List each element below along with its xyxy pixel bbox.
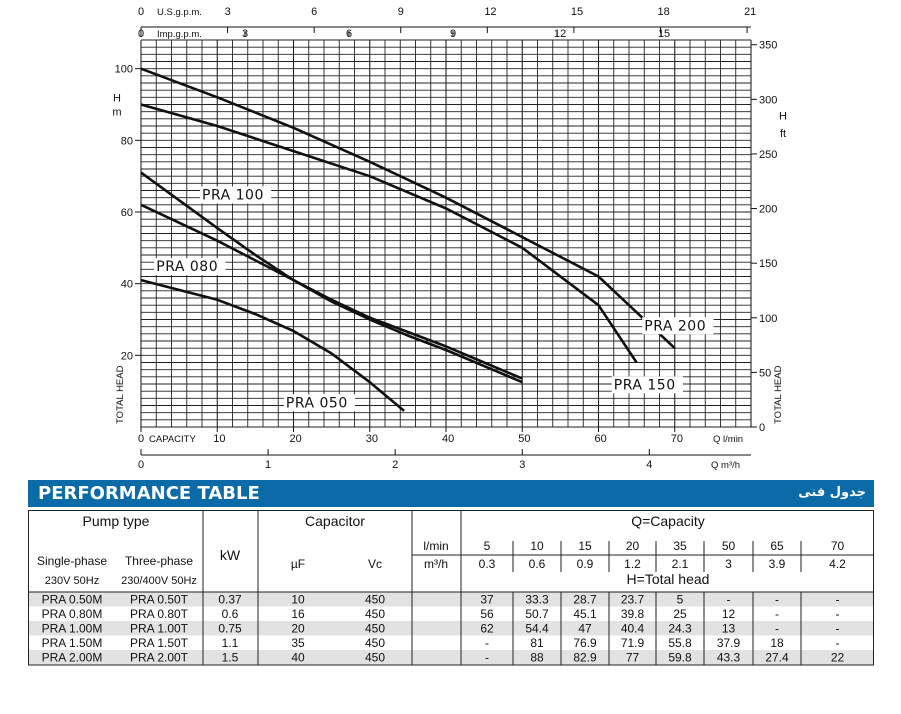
three-phase-sub: 230/400V 50Hz bbox=[121, 575, 197, 587]
flow-m3h-header: 3 bbox=[725, 557, 732, 571]
table-cell-vc: 450 bbox=[364, 592, 386, 607]
table-cell-head: - bbox=[485, 650, 489, 665]
us-gpm-axis-label: U.S.g.p.m. bbox=[157, 7, 202, 18]
capacity-axis-label: CAPACITY bbox=[149, 434, 196, 445]
performance-table-header bbox=[28, 480, 874, 507]
head-m-tick-label: 20 bbox=[120, 350, 133, 363]
head-m-tick-label: 80 bbox=[120, 135, 133, 148]
lmin-tick-label: 0 bbox=[137, 433, 145, 445]
m3h-header: m³/h bbox=[424, 557, 448, 571]
table-cell-kw: 0.75 bbox=[218, 621, 242, 636]
table-cell-head: 50.7 bbox=[525, 607, 549, 621]
us-gpm-tick-label: 6 bbox=[311, 6, 318, 18]
series-label-pra-200: PRA 200 bbox=[644, 318, 707, 335]
head-m-tick-label: 100 bbox=[114, 63, 133, 76]
series-labels bbox=[154, 186, 713, 411]
capacitor-header: Capacitor bbox=[305, 513, 365, 529]
flow-lmin-header: 20 bbox=[625, 539, 640, 553]
table-cell-single: PRA 0.80M bbox=[41, 607, 103, 621]
chart-grid bbox=[141, 40, 751, 427]
table-cell-head: - bbox=[835, 636, 840, 650]
single-phase-header: Single-phase bbox=[36, 554, 108, 568]
single-phase-sub: 230V 50Hz bbox=[44, 575, 100, 587]
table-cell-uf: 35 bbox=[291, 636, 305, 650]
table-cell-single: PRA 0.50M bbox=[41, 592, 103, 607]
table-cell-head: 39.8 bbox=[620, 607, 645, 621]
flow-m3h-header: 2.1 bbox=[671, 557, 689, 571]
head-ft-tick-label: 350 bbox=[759, 39, 778, 52]
table-cell-kw: 1.5 bbox=[221, 650, 239, 665]
lmin-tick-label: 40 bbox=[442, 433, 455, 445]
imp-gpm-tick-label: 3 bbox=[241, 28, 249, 40]
m3h-tick-label: 4 bbox=[646, 459, 653, 471]
table-cell-uf: 40 bbox=[291, 650, 305, 665]
q-capacity-header: Q=Capacity bbox=[631, 513, 705, 529]
table-cell-kw: 0.6 bbox=[221, 607, 239, 621]
table-cell-head: 56 bbox=[480, 607, 494, 621]
flow-lmin-header: 5 bbox=[483, 539, 491, 553]
head-m-unit-bottom: m bbox=[112, 106, 122, 119]
table-cell-head: 5 bbox=[676, 592, 684, 607]
table-cell-single: PRA 1.50M bbox=[41, 636, 103, 650]
total-head-right-label: TOTAL HEAD bbox=[773, 365, 784, 424]
head-ft-tick-label: 50 bbox=[759, 367, 772, 380]
chart-series bbox=[141, 69, 675, 411]
table-cell-head: 45.1 bbox=[573, 607, 597, 621]
table-cell-three: PRA 1.00T bbox=[129, 621, 189, 636]
m3h-tick-label: 1 bbox=[265, 459, 272, 471]
total-head-left-label: TOTAL HEAD bbox=[115, 365, 126, 424]
head-ft-unit-top: H bbox=[779, 110, 787, 123]
table-cell-head: 88 bbox=[530, 650, 544, 665]
imp-gpm-tick-label: 0 bbox=[137, 28, 145, 40]
table-cell-vc: 450 bbox=[364, 650, 386, 665]
m3h-unit-label: Q m³/h bbox=[711, 460, 741, 471]
table-cell-head: 24.3 bbox=[668, 621, 692, 636]
imp-gpm-tick-label: 12 bbox=[553, 28, 567, 40]
table-cell-head: 76.9 bbox=[573, 636, 597, 650]
imp-gpm-tick-label: 15 bbox=[657, 28, 671, 40]
flow-m3h-header: 4.2 bbox=[829, 557, 846, 571]
table-cell-three: PRA 2.00T bbox=[129, 650, 189, 665]
table-cell-uf: 10 bbox=[291, 592, 305, 607]
table-cell-three: PRA 0.50T bbox=[129, 592, 189, 607]
table-cell-head: 22 bbox=[830, 650, 845, 665]
head-ft-tick-label: 0 bbox=[759, 422, 766, 434]
table-cell-head: 13 bbox=[721, 621, 736, 636]
table-cell-head: 23.7 bbox=[620, 592, 645, 607]
table-cell-head: 59.8 bbox=[668, 650, 692, 665]
flow-m3h-header: 1.2 bbox=[624, 557, 641, 571]
series-label-pra-050: PRA 050 bbox=[285, 395, 348, 412]
table-cell-head: 40.4 bbox=[620, 621, 645, 636]
lmin-tick-label: 60 bbox=[594, 433, 607, 445]
three-phase-header: Three-phase bbox=[124, 554, 194, 568]
table-cell-head: 27.4 bbox=[765, 650, 789, 665]
series-label-pra-100: PRA 100 bbox=[202, 187, 264, 204]
performance-table bbox=[28, 510, 874, 685]
lmin-unit-label: Q l/min bbox=[713, 434, 744, 445]
m3h-tick-label: 2 bbox=[392, 459, 399, 471]
table-cell-head: 37.9 bbox=[716, 636, 741, 650]
us-gpm-tick-label: 3 bbox=[224, 6, 231, 18]
table-cell-head: - bbox=[485, 636, 489, 650]
head-m-tick-label: 60 bbox=[120, 207, 133, 219]
lmin-tick-label: 10 bbox=[213, 433, 226, 445]
m3h-tick-label: 3 bbox=[519, 459, 526, 471]
table-cell-three: PRA 0.80T bbox=[129, 607, 189, 621]
flow-lmin-header: 10 bbox=[530, 539, 544, 553]
series-line-pra-100 bbox=[141, 173, 522, 379]
pump-type-header: Pump type bbox=[82, 513, 150, 529]
us-gpm-tick-label: 9 bbox=[397, 6, 404, 18]
lmin-tick-label: 50 bbox=[518, 433, 531, 445]
series-line-pra-200 bbox=[141, 69, 675, 349]
flow-lmin-header: 15 bbox=[578, 539, 592, 553]
table-cell-head: 55.8 bbox=[668, 636, 692, 650]
table-cell-head: - bbox=[775, 621, 779, 636]
table-cell-head: 54.4 bbox=[525, 621, 549, 636]
table-cell-head: 43.3 bbox=[716, 650, 741, 665]
table-cell-vc: 450 bbox=[364, 607, 386, 621]
table-cell-head: - bbox=[775, 607, 779, 621]
head-ft-unit-bottom: ft bbox=[779, 128, 787, 141]
table-cell-head: 12 bbox=[721, 607, 736, 621]
us-gpm-tick-label: 0 bbox=[137, 6, 145, 18]
flow-lmin-header: 70 bbox=[830, 539, 845, 553]
kw-header: kW bbox=[219, 547, 241, 563]
flow-m3h-header: 0.3 bbox=[478, 557, 496, 571]
performance-table-title: PERFORMANCE TABLE bbox=[38, 483, 260, 504]
table-cell-head: 77 bbox=[625, 650, 640, 665]
table-cell-vc: 450 bbox=[364, 621, 386, 636]
table-cell-kw: 0.37 bbox=[218, 592, 242, 607]
table-cell-uf: 20 bbox=[291, 621, 305, 636]
series-label-pra-150: PRA 150 bbox=[613, 377, 676, 394]
h-total-head-header: H=Total head bbox=[626, 571, 710, 587]
lmin-tick-label: 70 bbox=[670, 433, 683, 445]
table-cell-head: - bbox=[835, 607, 840, 621]
table-cell-kw: 1.1 bbox=[221, 636, 239, 650]
head-m-tick-label: 40 bbox=[120, 278, 133, 291]
table-cell-head: 47 bbox=[578, 621, 592, 636]
table-cell-three: PRA 1.50T bbox=[129, 636, 189, 650]
table-cell-head: 33.3 bbox=[525, 592, 549, 607]
lmin-tick-label: 30 bbox=[365, 433, 378, 445]
vc-header: Vc bbox=[367, 557, 383, 571]
us-gpm-tick-label: 15 bbox=[570, 6, 584, 18]
imp-gpm-tick-label: 9 bbox=[449, 28, 457, 40]
table-cell-head: - bbox=[835, 592, 840, 607]
table-cell-single: PRA 2.00M bbox=[41, 650, 103, 665]
us-gpm-tick-label: 18 bbox=[657, 6, 670, 18]
flow-m3h-header: 3.9 bbox=[768, 557, 786, 571]
table-cell-vc: 450 bbox=[364, 636, 386, 650]
table-cell-head: 37 bbox=[480, 592, 494, 607]
table-cell-uf: 16 bbox=[291, 607, 305, 621]
flow-lmin-header: 35 bbox=[673, 539, 687, 553]
table-cell-head: 28.7 bbox=[573, 592, 597, 607]
table-cell-head: - bbox=[775, 592, 779, 607]
flow-lmin-header: 50 bbox=[721, 539, 736, 553]
table-cell-head: 62 bbox=[480, 621, 494, 636]
flow-lmin-header: 65 bbox=[770, 539, 784, 553]
head-ft-tick-label: 100 bbox=[759, 312, 778, 325]
flow-m3h-header: 0.9 bbox=[576, 557, 594, 571]
flow-m3h-header: 0.6 bbox=[528, 557, 546, 571]
table-cell-head: - bbox=[835, 621, 840, 636]
uf-header: µF bbox=[290, 557, 306, 571]
head-m-unit-top: H bbox=[113, 92, 121, 105]
table-cell-head: 71.9 bbox=[620, 636, 645, 650]
us-gpm-tick-label: 12 bbox=[484, 6, 497, 18]
table-cell-head: 81 bbox=[530, 636, 544, 650]
table-cell-head: - bbox=[726, 592, 731, 607]
table-cell-head: 82.9 bbox=[573, 650, 597, 665]
table-cell-head: 25 bbox=[673, 607, 687, 621]
m3h-tick-label: 0 bbox=[137, 459, 145, 471]
head-ft-tick-label: 200 bbox=[759, 203, 778, 216]
imp-gpm-tick-label: 6 bbox=[345, 28, 353, 40]
us-gpm-tick-label: 21 bbox=[744, 6, 757, 18]
table-cell-head: 18 bbox=[770, 636, 784, 650]
lmin-header: l/min bbox=[423, 539, 449, 553]
table-cell-single: PRA 1.00M bbox=[41, 621, 103, 636]
lmin-tick-label: 20 bbox=[289, 433, 302, 445]
head-ft-tick-label: 300 bbox=[759, 94, 778, 107]
head-ft-tick-label: 150 bbox=[759, 258, 778, 271]
head-ft-tick-label: 250 bbox=[759, 148, 778, 161]
series-label-pra-080: PRA 080 bbox=[156, 259, 219, 276]
imp-gpm-axis-label: Imp.g.p.m. bbox=[157, 29, 202, 40]
performance-table-title-fa: جدول فنی bbox=[798, 485, 866, 500]
